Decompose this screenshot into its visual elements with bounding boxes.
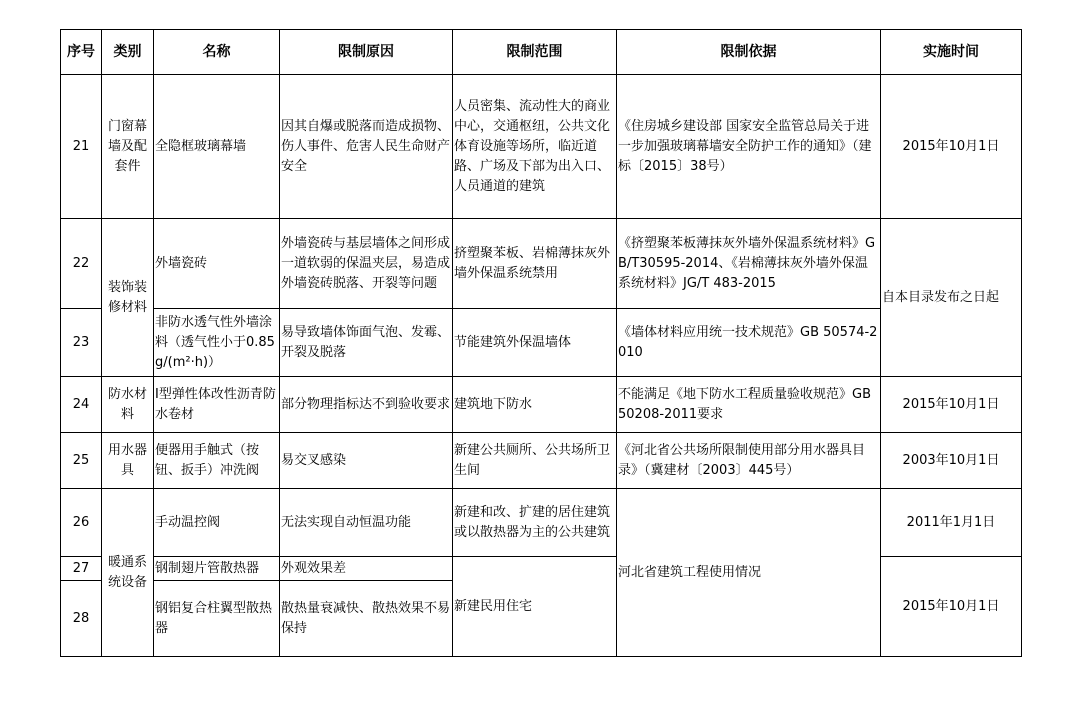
row-name: 外墙瓷砖 [154, 219, 280, 309]
row-name: Ⅰ型弹性体改性沥青防水卷材 [154, 377, 280, 433]
header-name: 名称 [154, 30, 280, 75]
row-name: 便器用手触式（按钮、扳手）冲洗阀 [154, 433, 280, 489]
row-scope: 新建和改、扩建的居住建筑或以散热器为主的公共建筑 [453, 489, 617, 557]
row-reason: 外墙瓷砖与基层墙体之间形成一道软弱的保温夹层，易造成外墙瓷砖脱落、开裂等问题 [280, 219, 453, 309]
restriction-table [60, 29, 1022, 657]
row-basis: 《住房城乡建设部 国家安全监管总局关于进一步加强玻璃幕墙安全防护工作的通知》（建标〔2015〕38号） [617, 75, 881, 219]
table-row [61, 489, 1022, 557]
row-category: 装饰装修材料 [102, 219, 154, 377]
row-basis: 《墙体材料应用统一技术规范》GB 50574-2010 [617, 309, 881, 377]
row-date: 2003年10月1日 [881, 433, 1022, 489]
row-basis: 不能满足《地下防水工程质量验收规范》GB50208-2011要求 [617, 377, 881, 433]
header-reason: 限制原因 [280, 30, 453, 75]
row-number: 24 [61, 377, 102, 433]
row-basis: 《河北省公共场所限制使用部分用水器具目录》（冀建材〔2003〕445号） [617, 433, 881, 489]
row-scope: 新建公共厕所、公共场所卫生间 [453, 433, 617, 489]
header-no: 序号 [61, 30, 102, 75]
row-date: 2015年10月1日 [881, 377, 1022, 433]
row-reason: 易交叉感染 [280, 433, 453, 489]
row-number: 25 [61, 433, 102, 489]
table-row [61, 433, 1022, 489]
header-basis: 限制依据 [617, 30, 881, 75]
row-category: 防水材料 [102, 377, 154, 433]
row-reason: 因其自爆或脱落而造成损物、伤人事件、危害人民生命财产安全 [280, 75, 453, 219]
row-name: 钢铝复合柱翼型散热器 [154, 581, 280, 657]
row-reason: 易导致墙体饰面气泡、发霉、开裂及脱落 [280, 309, 453, 377]
table-row [61, 377, 1022, 433]
row-reason: 散热量衰减快、散热效果不易保持 [280, 581, 453, 657]
row-name: 非防水透气性外墙涂料（透气性小于0.85g/(m²·h)） [154, 309, 280, 377]
row-date: 2011年1月1日 [881, 489, 1022, 557]
row-number: 23 [61, 309, 102, 377]
row-name: 全隐框玻璃幕墙 [154, 75, 280, 219]
table-row [61, 219, 1022, 309]
row-scope: 人员密集、流动性大的商业中心，交通枢纽，公共文化体育设施等场所，临近道路、广场及下部为出入口、人员通道的建筑 [453, 75, 617, 219]
row-scope: 建筑地下防水 [453, 377, 617, 433]
row-date: 2015年10月1日 [881, 75, 1022, 219]
row-number: 21 [61, 75, 102, 219]
row-reason: 部分物理指标达不到验收要求 [280, 377, 453, 433]
row-date: 2015年10月1日 [881, 557, 1022, 657]
row-basis: 《挤塑聚苯板薄抹灰外墙外保温系统材料》GB/T30595-2014、《岩棉薄抹灰外墙外保温系统材料》JG/T 483-2015 [617, 219, 881, 309]
table-row [61, 75, 1022, 219]
row-number: 26 [61, 489, 102, 557]
row-scope: 节能建筑外保温墙体 [453, 309, 617, 377]
row-category: 门窗幕墙及配套件 [102, 75, 154, 219]
row-number: 22 [61, 219, 102, 309]
row-category: 暖通系统设备 [102, 489, 154, 657]
row-date: 自本目录发布之日起 [881, 219, 1022, 377]
table-row [61, 309, 1022, 377]
header-row [61, 30, 1022, 75]
row-number: 27 [61, 557, 102, 581]
row-reason: 外观效果差 [280, 557, 453, 581]
row-basis: 河北省建筑工程使用情况 [617, 489, 881, 657]
header-date: 实施时间 [881, 30, 1022, 75]
row-category: 用水器具 [102, 433, 154, 489]
row-reason: 无法实现自动恒温功能 [280, 489, 453, 557]
row-name: 手动温控阀 [154, 489, 280, 557]
row-name: 钢制翅片管散热器 [154, 557, 280, 581]
row-scope: 新建民用住宅 [453, 557, 617, 657]
header-scope: 限制范围 [453, 30, 617, 75]
row-scope: 挤塑聚苯板、岩棉薄抹灰外墙外保温系统禁用 [453, 219, 617, 309]
row-number: 28 [61, 581, 102, 657]
header-category: 类别 [102, 30, 154, 75]
